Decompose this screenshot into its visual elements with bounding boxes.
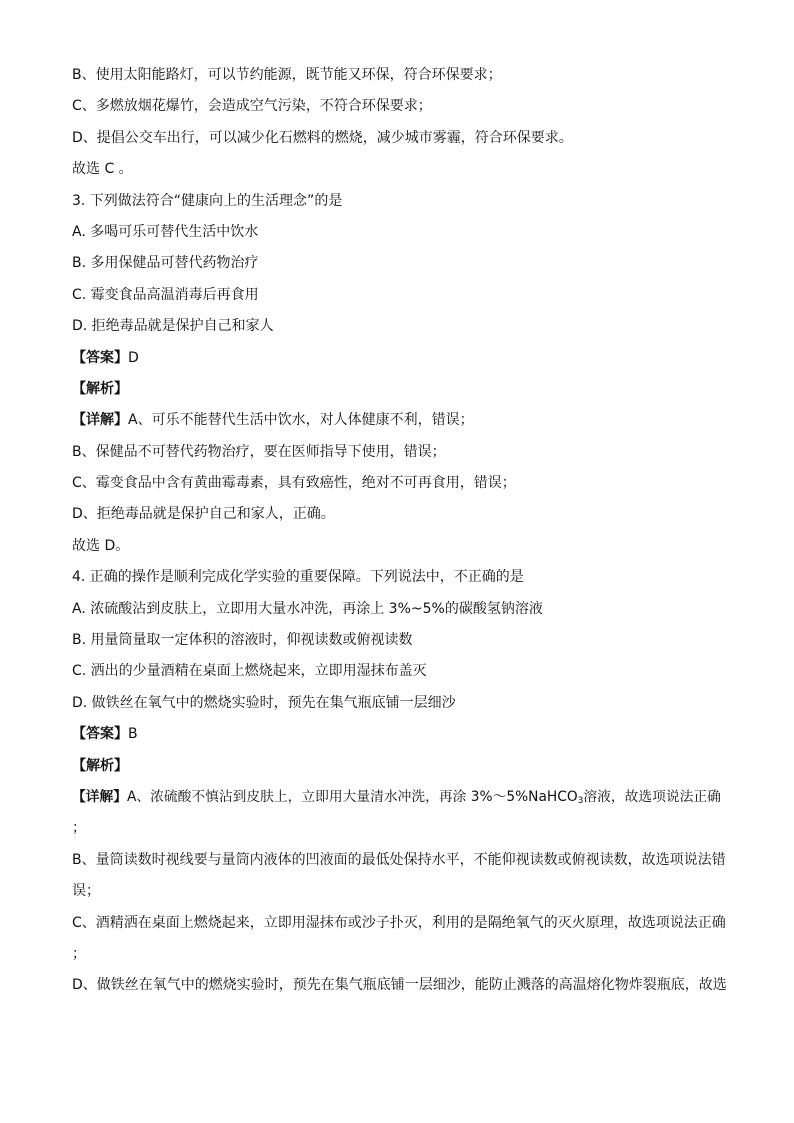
q4-stem: 4. 正确的操作是顺利完成化学实验的重要保障。下列说法中，不正确的是 [72,569,524,586]
document-body [72,60,732,1002]
q3-analysis-label: 【解析】 [72,380,128,397]
q4-detail-a-post: 溶液，故选项说法正确 [583,788,721,805]
q4-detail-a-pre: A、浓硫酸不慎沾到皮肤上，立即用大量清水冲洗，再涂 3%～5%NaHCO [127,788,578,805]
q4-detail-label: 【详解】 [72,788,128,805]
q4-answer-label: 【答案】 [72,726,128,743]
q3-option-a: A. 多喝可乐可替代生活中饮水 [72,223,259,240]
q3-option-c: C. 霉变食品高温消毒后再食用 [72,286,259,303]
q4-detail-c-1: C、酒精洒在桌面上燃烧起来，立即用湿抹布或沙子扑灭，利用的是隔绝氧气的灭火原理，故选项说法正确 [72,914,726,931]
q3-answer-label: 【答案】 [72,349,128,366]
q4-option-c: C. 洒出的少量酒精在桌面上燃烧起来，立即用湿抹布盖灭 [72,663,427,680]
q4-detail-b-2: 误； [72,883,100,900]
q3-answer [72,343,732,374]
q3-analysis [72,374,732,405]
q3-detail-d: D、拒绝毒品就是保护自己和家人，正确。 [72,506,335,523]
prev-explanation-d: D、提倡公交车出行，可以减少化石燃料的燃烧，减少城市雾霾，符合环保要求。 [72,129,573,146]
q4-detail-c-2: ； [72,945,86,962]
q4-detail-d-1: D、做铁丝在氧气中的燃烧实验时，预先在集气瓶底铺一层细沙，能防止溅落的高温熔化物炸裂瓶底，故选 [72,977,727,994]
prev-explanation-c: C、多燃放烟花爆竹，会造成空气污染，不符合环保要求； [72,98,432,115]
q3-detail-a-text: A、可乐不能替代生活中饮水，对人体健康不利，错误； [128,412,474,429]
q4-option-d: D. 做铁丝在氧气中的燃烧实验时，预先在集气瓶底铺一层细沙 [72,694,456,711]
q4-detail-a [72,782,732,813]
q3-detail-b: B、保健品不可替代药物治疗，要在医师指导下使用，错误； [72,443,446,460]
q3-detail-a [72,405,732,436]
q3-detail-c: C、霉变食品中含有黄曲霉毒素，具有致癌性，绝对不可再食用，错误； [72,475,516,492]
prev-conclusion: 故选 C 。 [72,161,133,178]
q3-conclusion: 故选 D。 [72,537,130,554]
q4-answer [72,719,732,750]
q3-option-b: B. 多用保健品可替代药物治疗 [72,255,259,272]
q3-option-d: D. 拒绝毒品就是保护自己和家人 [72,318,274,335]
q4-detail-a-cont: ； [72,820,86,837]
prev-explanation-b: B、使用太阳能路灯，可以节约能源，既节能又环保，符合环保要求； [72,67,502,83]
q4-answer-value: B [128,726,138,743]
q4-option-b: B. 用量筒量取一定体积的溶液时，仰视读数或俯视读数 [72,632,413,649]
q3-detail-label: 【详解】 [72,412,128,429]
q4-analysis [72,751,732,782]
q4-detail-b-1: B、量筒读数时视线要与量筒内液体的凹液面的最低处保持水平，不能仰视读数或俯视读数，故选项说法错 [72,851,726,868]
q4-option-a: A. 浓硫酸沾到皮肤上，立即用大量水冲洗，再涂上 3%~5%的碳酸氢钠溶液 [72,600,543,617]
q4-analysis-label: 【解析】 [72,757,128,774]
q3-stem: 3. 下列做法符合“健康向上的生活理念”的是 [72,192,343,209]
q4-detail-a-subscript: 3 [577,795,584,806]
q3-answer-value: D [128,349,139,366]
